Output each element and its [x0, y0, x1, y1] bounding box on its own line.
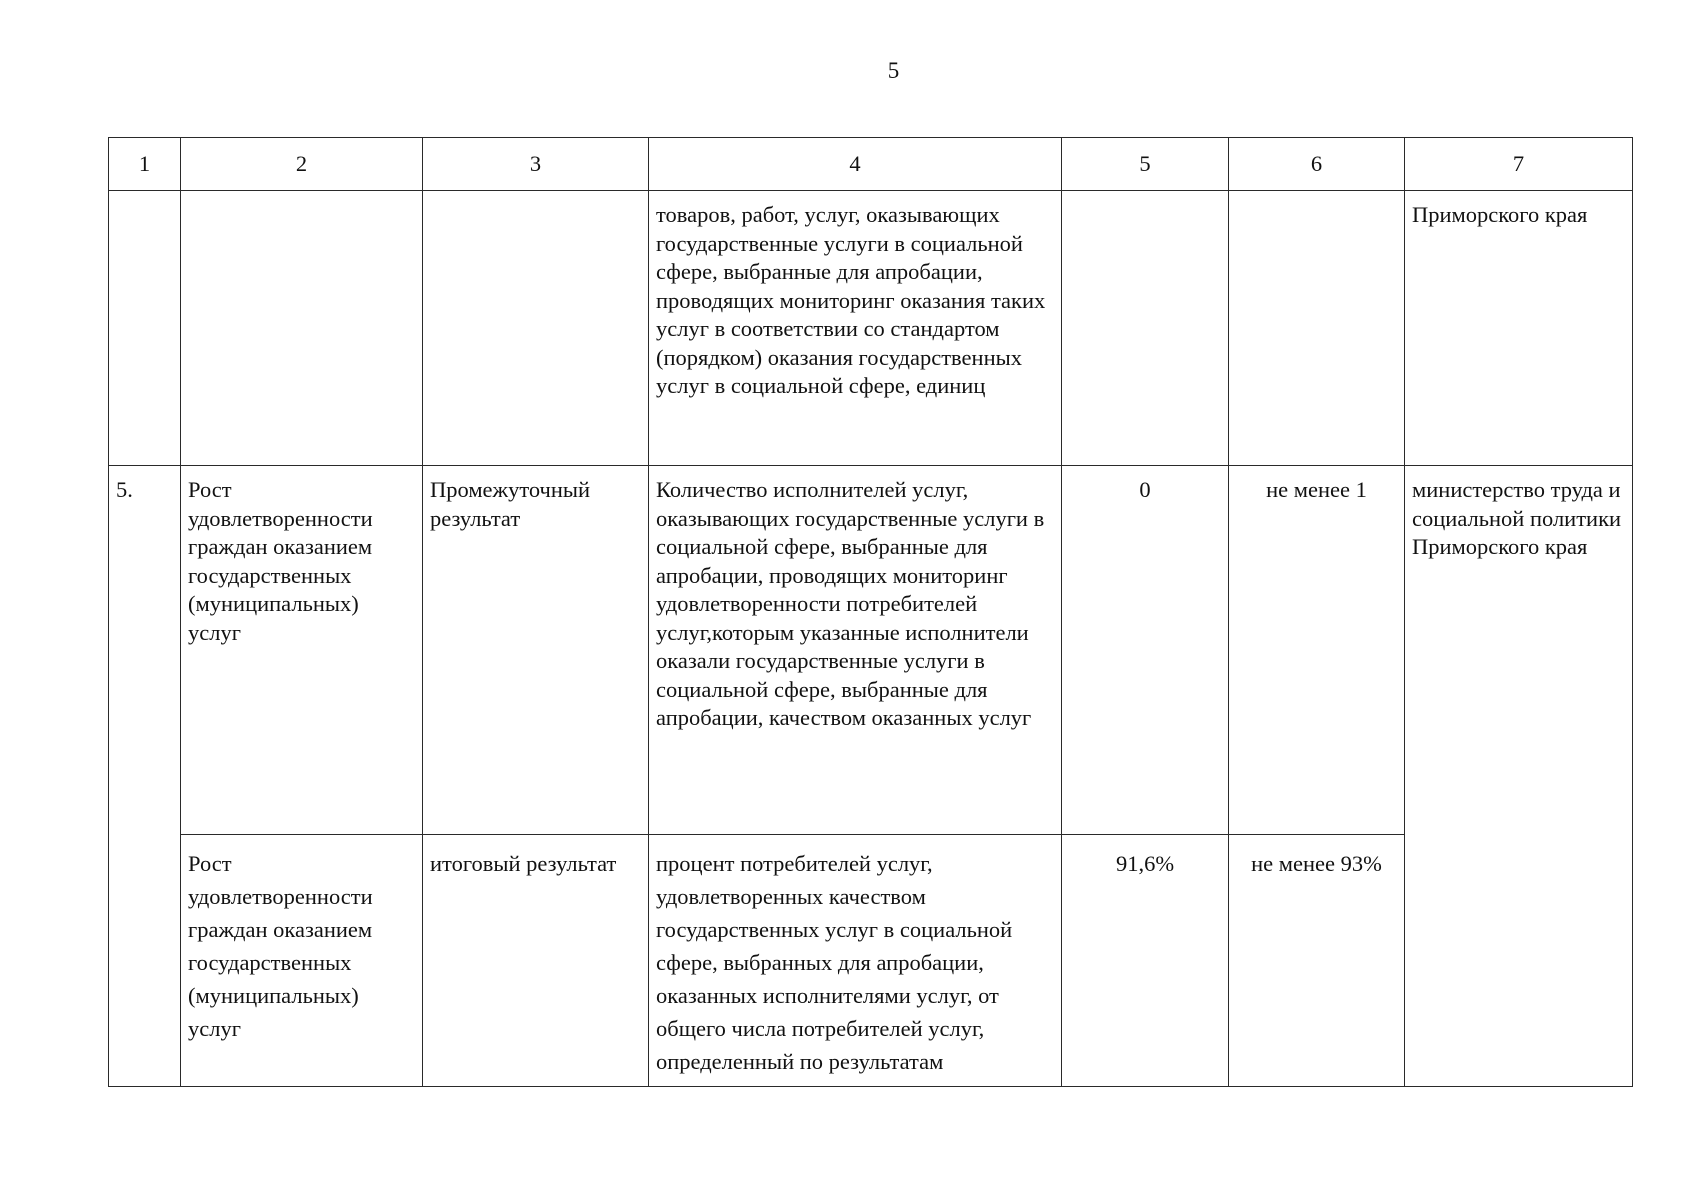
- target-value-cell: не менее 1: [1229, 466, 1405, 835]
- result-name-cell: Рост удовлетворенности граждан оказанием государственных (муниципальных) услуг: [181, 466, 423, 835]
- base-value-cell: 0: [1062, 466, 1229, 835]
- result-name-cell: [181, 191, 423, 466]
- result-type-cell: итоговый результат: [423, 835, 649, 1087]
- column-header: 1: [109, 138, 181, 191]
- column-header: 2: [181, 138, 423, 191]
- base-value-cell: [1062, 191, 1229, 466]
- result-name-cell: Рост удовлетворенности граждан оказанием государственных (муниципальных) услуг: [181, 835, 423, 1087]
- table-row: [109, 466, 1633, 835]
- target-value-cell: не менее 93%: [1229, 835, 1405, 1087]
- table-row: [109, 835, 1633, 1087]
- table-row: [109, 191, 1633, 466]
- page-number: 5: [887, 58, 900, 83]
- responsible-cell: Приморского края: [1405, 191, 1633, 466]
- column-header: 5: [1062, 138, 1229, 191]
- column-header: 7: [1405, 138, 1633, 191]
- indicator-cell: товаров, работ, услуг, оказывающих государственные услуги в социальной сфере, выбранные для апробации, проводящих мониторинг оказания таких услуг в соответствии со стандартом (порядком) оказания государственных услуг в социальной сфере, единиц: [649, 191, 1062, 466]
- result-type-cell: [423, 191, 649, 466]
- indicator-cell: процент потребителей услуг, удовлетворенных качеством государственных услуг в социальной сфере, выбранных для апробации, оказанных исполнителями услуг, от общего числа потребителей услуг, определенный по результатам: [649, 835, 1062, 1087]
- column-header: 3: [423, 138, 649, 191]
- base-value-cell: 91,6%: [1062, 835, 1229, 1087]
- indicator-cell: Количество исполнителей услуг, оказывающих государственные услуги в социальной сфере, выбранные для апробации, проводящих мониторинг удовлетворенности потребителей услуг,которым указанные исполнители оказали государственные услуги в социальной сфере, выбранные для апробации, качеством оказанных услуг: [649, 466, 1062, 835]
- row-number-cell: [109, 191, 181, 466]
- target-value-cell: [1229, 191, 1405, 466]
- column-header: 4: [649, 138, 1062, 191]
- row-number-cell: 5.: [109, 466, 181, 1087]
- column-header: 6: [1229, 138, 1405, 191]
- responsible-cell: министерство труда и социальной политики Приморского края: [1405, 466, 1633, 1087]
- indicators-table: [108, 137, 1633, 1087]
- table-header-row: [109, 138, 1633, 191]
- result-type-cell: Промежуточный результат: [423, 466, 649, 835]
